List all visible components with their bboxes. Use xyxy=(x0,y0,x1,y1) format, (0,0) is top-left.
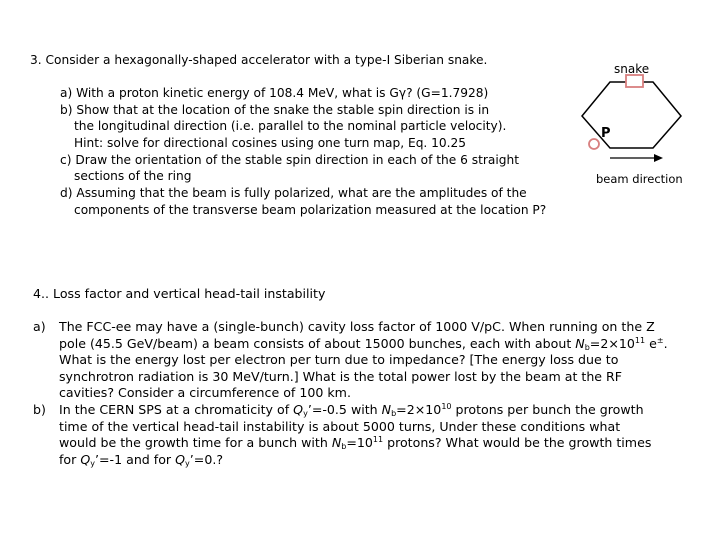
problem4-b-line3: would be the growth time for a bunch with $N_b=10^{11}$ protons? What would be the growth times xyxy=(59,435,652,451)
problem4-b-line4: for $Q_y’=-1$ and for $Q_y’=0$.? xyxy=(59,452,224,468)
point-p-marker xyxy=(589,139,599,149)
problem3-line-c2: sections of the ring xyxy=(74,169,192,183)
point-p-label: P xyxy=(601,126,611,141)
problem4-a-line1: The FCC-ee may have a (single-bunch) cavity loss factor of 1000 V/pC. When running on the Z xyxy=(59,319,655,334)
problem3-line-b2: the longitudinal direction (i.e. parallel to the nominal particle velocity). xyxy=(74,119,507,133)
problem4-b-line2: time of the vertical head-tail instability is about 5000 turns, Under these conditions what xyxy=(59,419,621,434)
problem4-b-line1: In the CERN SPS at a chromaticity of $Q_y’=-0.5$ with $N_b=2\times 10^{10}$ protons per bunch the growth xyxy=(59,402,644,418)
problem3-hint: Hint: solve for directional cosines using one turn map, Eq. 10.25 xyxy=(74,136,467,150)
problem4-b-marker: b) xyxy=(33,402,46,417)
problem3-line-c: c) Draw the orientation of the stable spin direction in each of the 6 straight xyxy=(60,153,520,167)
problem4-a-marker: a) xyxy=(33,319,46,334)
problem3-title: 3. Consider a hexagonally-shaped accelerator with a type-I Siberian snake. xyxy=(30,53,488,67)
snake-label: snake xyxy=(614,62,650,76)
problem3-line-a: a) With a proton kinetic energy of 108.4 MeV, what is Gγ? (G=1.7928) xyxy=(60,86,489,100)
problem4-title: 4.. Loss factor and vertical head-tail instability xyxy=(33,286,326,301)
hexagon-ring xyxy=(582,82,681,148)
beam-arrowhead xyxy=(654,154,663,162)
problem3-line-d: d) Assuming that the beam is fully polarized, what are the amplitudes of the xyxy=(60,186,527,200)
beam-direction-label: beam direction xyxy=(596,172,683,186)
problem4-a-line5: cavities? Consider a circumference of 100 km. xyxy=(59,385,351,400)
problem4-a-line2: pole (45.5 GeV/beam) a beam consists of about 15000 bunches, each with about $N_b=2\times 10^{11}$ e±. xyxy=(59,336,668,352)
problem4-a-line4: synchrotron radiation is 30 MeV/turn.] What is the total power lost by the beam at the RF xyxy=(59,369,623,384)
problem3-line-b: b) Show that at the location of the snake the stable spin direction is in xyxy=(60,103,490,117)
problem3-line-d2: components of the transverse beam polarization measured at the location P? xyxy=(74,203,547,217)
problem4-a-line3: What is the energy lost per electron per turn due to impedance? [The energy loss due to xyxy=(59,352,619,367)
